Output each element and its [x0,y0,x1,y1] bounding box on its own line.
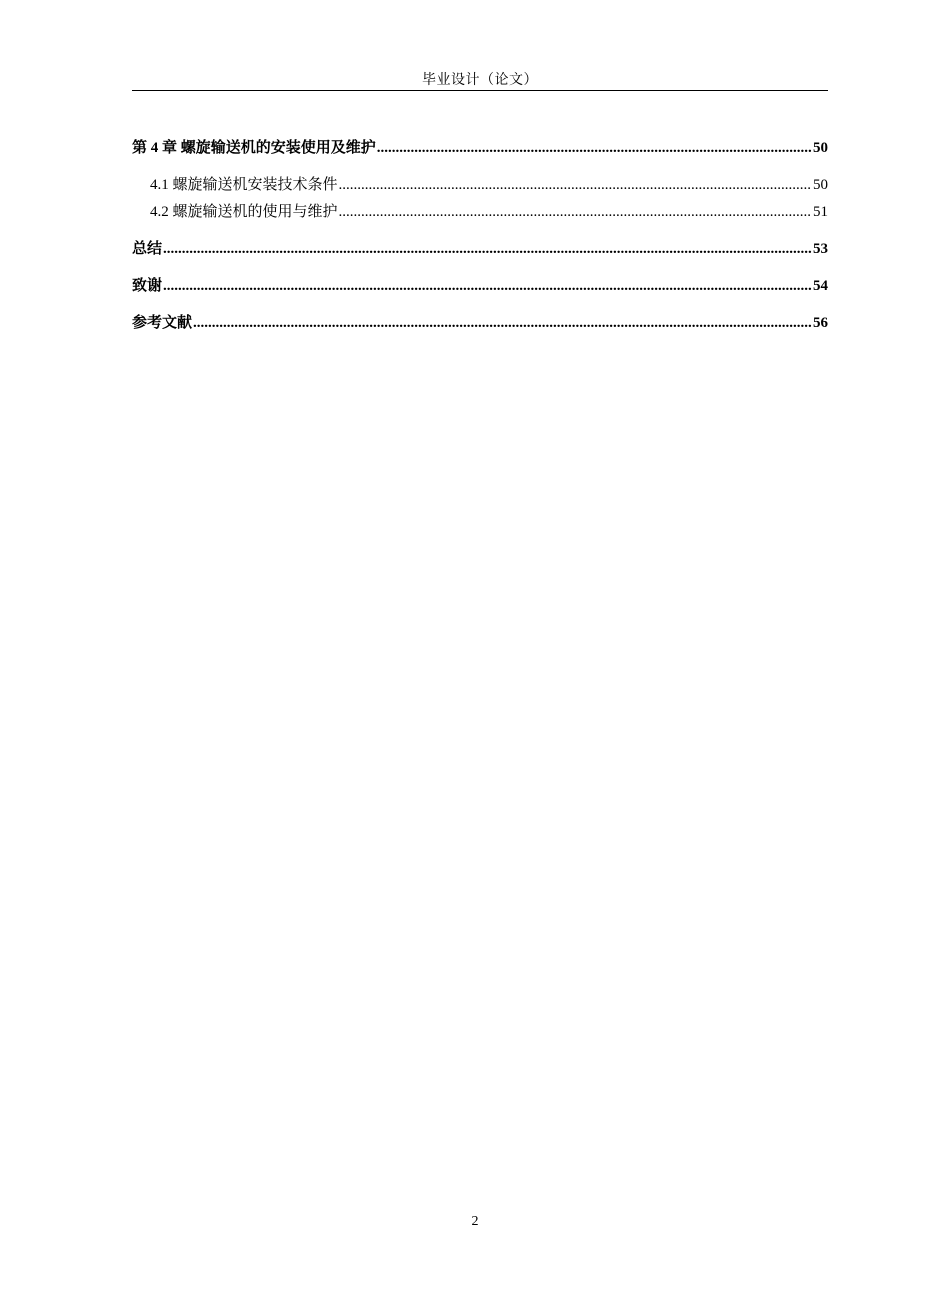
toc-entry-title: 4.1 螺旋输送机安装技术条件 [150,177,338,193]
toc-dot-leader [377,138,812,158]
toc-entry-section-4-2[interactable] [150,202,828,222]
toc-entry-page: 54 [813,278,828,294]
toc-entry-page: 50 [813,177,828,193]
toc-entry-references[interactable] [132,313,828,333]
toc-entry-title: 总结 [132,241,163,257]
header-rule [132,90,828,91]
toc-entry-summary[interactable] [132,239,828,259]
toc-dot-leader [163,276,812,296]
toc-entry-page: 56 [813,315,828,331]
toc-entry-title: 4.2 螺旋输送机的使用与维护 [150,204,338,220]
toc-entry-page: 51 [813,204,828,220]
page-number: 2 [471,1214,479,1229]
toc-entry-section-4-1[interactable] [150,175,828,195]
page-header-title: 毕业设计（论文） [422,73,538,88]
toc-entry-chapter-4[interactable] [132,138,828,158]
toc-entry-title: 第 4 章 螺旋输送机的安装使用及维护 [132,140,376,156]
toc-dot-leader [339,175,812,195]
toc-dot-leader [163,239,812,259]
toc-dot-leader [193,313,812,333]
toc-entry-title: 参考文献 [132,315,193,331]
toc-entry-page: 50 [813,140,828,156]
toc-entry-title: 致谢 [132,278,163,294]
toc-entry-page: 53 [813,241,828,257]
toc-entry-acknowledgements[interactable] [132,276,828,296]
toc-dot-leader [339,202,812,222]
